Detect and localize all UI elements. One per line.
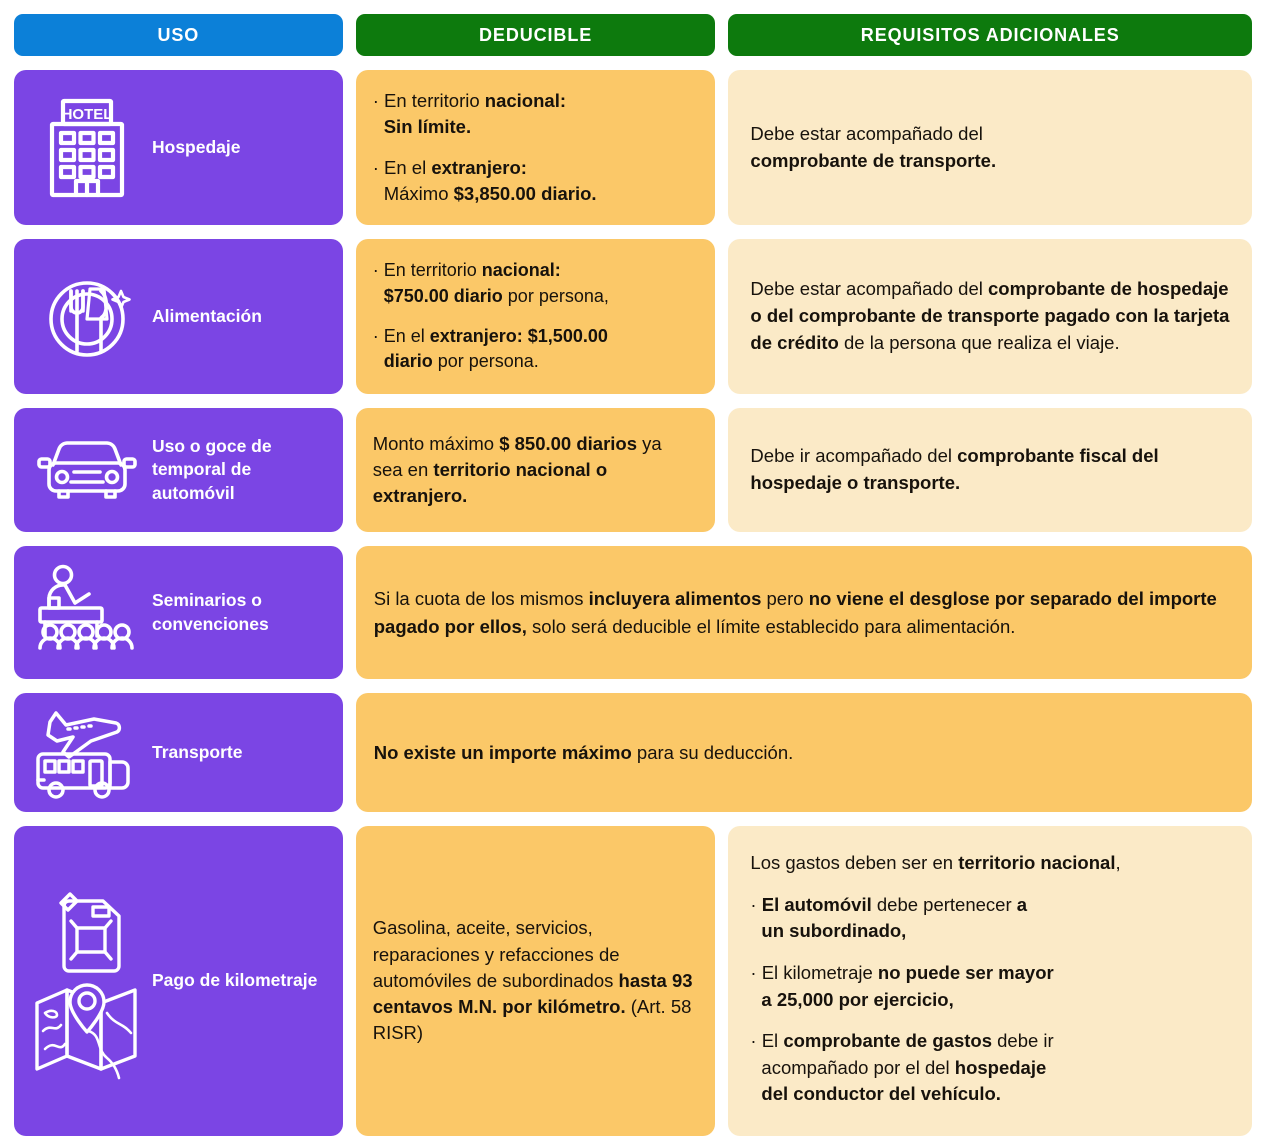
text-fragment-bold: comprobante de hospedaje o del comprobante de transporte pagado con la tarjeta de crédito <box>750 278 1230 353</box>
text-fragment: por persona. <box>432 351 539 372</box>
text-fragment: · El <box>750 1030 784 1052</box>
text-fragment: ya sea en <box>372 432 662 480</box>
deducible-item <box>373 155 696 208</box>
text-fragment: Si la cuota de los mismos <box>373 587 589 609</box>
table-row <box>14 826 1252 1136</box>
text-fragment-bold: hospedaje <box>954 1056 1047 1078</box>
text-fragment-bold: $750.00 diario <box>383 285 503 306</box>
text-fragment-bold: del conductor del vehículo. <box>761 1083 1001 1105</box>
header-requisitos-label: REQUISITOS ADICIONALES <box>860 24 1120 45</box>
text-fragment-bold: $ 850.00 diarios <box>499 432 637 454</box>
deducible-cell-kilometraje <box>356 826 716 1136</box>
uso-label: Pago de kilometraje <box>152 970 318 991</box>
table-row <box>14 70 1252 225</box>
text-fragment-bold: extranjero: $1,500.00 <box>429 325 608 346</box>
text-fragment-bold: El automóvil <box>761 893 872 915</box>
text-fragment: Debe ir acompañado del <box>750 445 958 467</box>
airplane-bus-icon <box>28 704 146 802</box>
requisitos-item <box>750 892 1232 945</box>
text-fragment-bold: a 25,000 por ejercicio, <box>761 988 954 1010</box>
table-header-row <box>14 14 1252 56</box>
uso-cell-alimentacion <box>14 239 343 394</box>
text-fragment-bold: no puede ser mayor <box>877 961 1054 983</box>
text-fragment-bold: comprobante de gastos <box>783 1030 992 1052</box>
uso-cell-seminarios <box>14 546 343 679</box>
text-fragment-bold: $3,850.00 diario. <box>453 182 597 204</box>
deducible-item <box>373 324 696 375</box>
requisitos-item <box>750 1028 1232 1108</box>
requisitos-text <box>750 276 1232 356</box>
car-front-icon <box>28 435 146 505</box>
uso-cell-hospedaje <box>14 70 343 225</box>
requisitos-intro <box>750 850 1232 877</box>
uso-cell-automovil <box>14 408 343 532</box>
text-fragment: , <box>1115 852 1121 873</box>
deducible-item <box>373 258 696 309</box>
uso-label: Seminarios o convenciones <box>152 590 269 634</box>
header-uso-label: USO <box>157 24 200 45</box>
text-fragment: · En territorio <box>372 260 482 281</box>
text-fragment: Máximo <box>383 182 454 204</box>
table-row <box>14 239 1252 394</box>
text-fragment: · <box>750 893 762 915</box>
deducible-cell-transporte <box>356 693 1252 812</box>
uso-cell-transporte <box>14 693 343 812</box>
deducible-item <box>373 88 696 141</box>
requisitos-cell-kilometraje <box>728 826 1252 1136</box>
text-fragment-bold: hasta 93 centavos M.N. por kilómetro. <box>372 969 693 1018</box>
header-deducible <box>356 14 716 56</box>
seminar-speaker-audience-icon <box>28 564 146 662</box>
deducible-text <box>373 431 696 510</box>
table-row <box>14 408 1252 532</box>
text-fragment-bold: comprobante de transporte. <box>750 149 997 171</box>
deducible-cell-hospedaje <box>356 70 716 225</box>
table-row <box>14 693 1252 812</box>
uso-cell-kilometraje <box>14 826 343 1136</box>
hotel-building-icon <box>28 97 146 199</box>
text-fragment-bold: territorio nacional <box>958 852 1116 873</box>
uso-label: Alimentación <box>152 305 262 326</box>
text-fragment: pero <box>761 587 809 609</box>
text-fragment-bold: Sin límite. <box>383 116 472 138</box>
uso-label: Uso o goce de temporal de automóvil <box>152 436 272 503</box>
text-fragment-bold: nacional: <box>481 260 561 281</box>
requisitos-text <box>750 121 1232 174</box>
text-fragment: acompañado por el del <box>761 1056 955 1078</box>
text-fragment-bold: No existe un importe máximo <box>373 741 632 763</box>
text-fragment: Debe estar acompañado del <box>750 278 988 300</box>
header-requisitos <box>728 14 1252 56</box>
fuel-can-map-icon <box>28 881 146 1081</box>
text-fragment: Gasolina, aceite, servicios, reparaciones y refacciones de automóviles de subordinados <box>372 917 620 991</box>
requisitos-text <box>750 443 1232 496</box>
text-fragment: para su deducción. <box>631 741 794 763</box>
header-uso <box>14 14 343 56</box>
text-fragment-bold: diario <box>383 351 433 372</box>
text-fragment: Los gastos deben ser en <box>750 852 959 873</box>
plate-cutlery-icon <box>28 267 146 367</box>
text-fragment: (Art. 58 RISR) <box>372 996 692 1044</box>
text-fragment: · En el <box>372 156 432 178</box>
text-fragment: Debe estar acompañado del <box>750 122 983 144</box>
requisitos-cell-automovil <box>728 408 1252 532</box>
requisitos-cell-hospedaje <box>728 70 1252 225</box>
table-row <box>14 546 1252 679</box>
text-fragment: solo será deducible el límite establecido para alimentación. <box>526 615 1016 637</box>
uso-label: Transporte <box>152 741 243 762</box>
text-fragment-bold: un subordinado, <box>761 920 907 942</box>
text-fragment: debe pertenecer <box>871 893 1017 915</box>
requisitos-item <box>750 960 1232 1013</box>
text-fragment: de la persona que realiza el viaje. <box>838 331 1120 353</box>
deducible-cell-alimentacion <box>356 239 716 394</box>
requisitos-cell-alimentacion <box>728 239 1252 394</box>
text-fragment-bold: a <box>1016 893 1028 915</box>
text-fragment-bold: nacional: <box>484 89 566 111</box>
text-fragment: debe ir <box>992 1030 1054 1052</box>
text-fragment: · El kilometraje <box>750 961 878 983</box>
text-fragment-bold: extranjero: <box>431 156 527 178</box>
deducible-cell-seminarios <box>356 546 1252 679</box>
text-fragment: · En territorio <box>372 89 485 111</box>
text-fragment: · En el <box>372 325 430 346</box>
header-deducible-label: DEDUCIBLE <box>479 24 593 45</box>
deducible-text <box>374 585 1230 641</box>
svg-text:HOTEL: HOTEL <box>61 105 113 123</box>
text-fragment-bold: comprobante fiscal del hospedaje o transporte. <box>750 445 1159 493</box>
text-fragment: por persona, <box>502 285 609 306</box>
deducible-text <box>374 739 1230 767</box>
deducible-text <box>373 915 696 1046</box>
deducible-cell-automovil <box>356 408 716 532</box>
uso-label: Hospedaje <box>152 136 241 157</box>
text-fragment: Monto máximo <box>372 432 500 454</box>
text-fragment-bold: territorio nacional o extranjero. <box>372 458 608 507</box>
text-fragment-bold: incluyera alimentos <box>588 587 762 609</box>
text-fragment-bold: no viene el desglose por separado del importe pagado por ellos, <box>373 587 1217 637</box>
